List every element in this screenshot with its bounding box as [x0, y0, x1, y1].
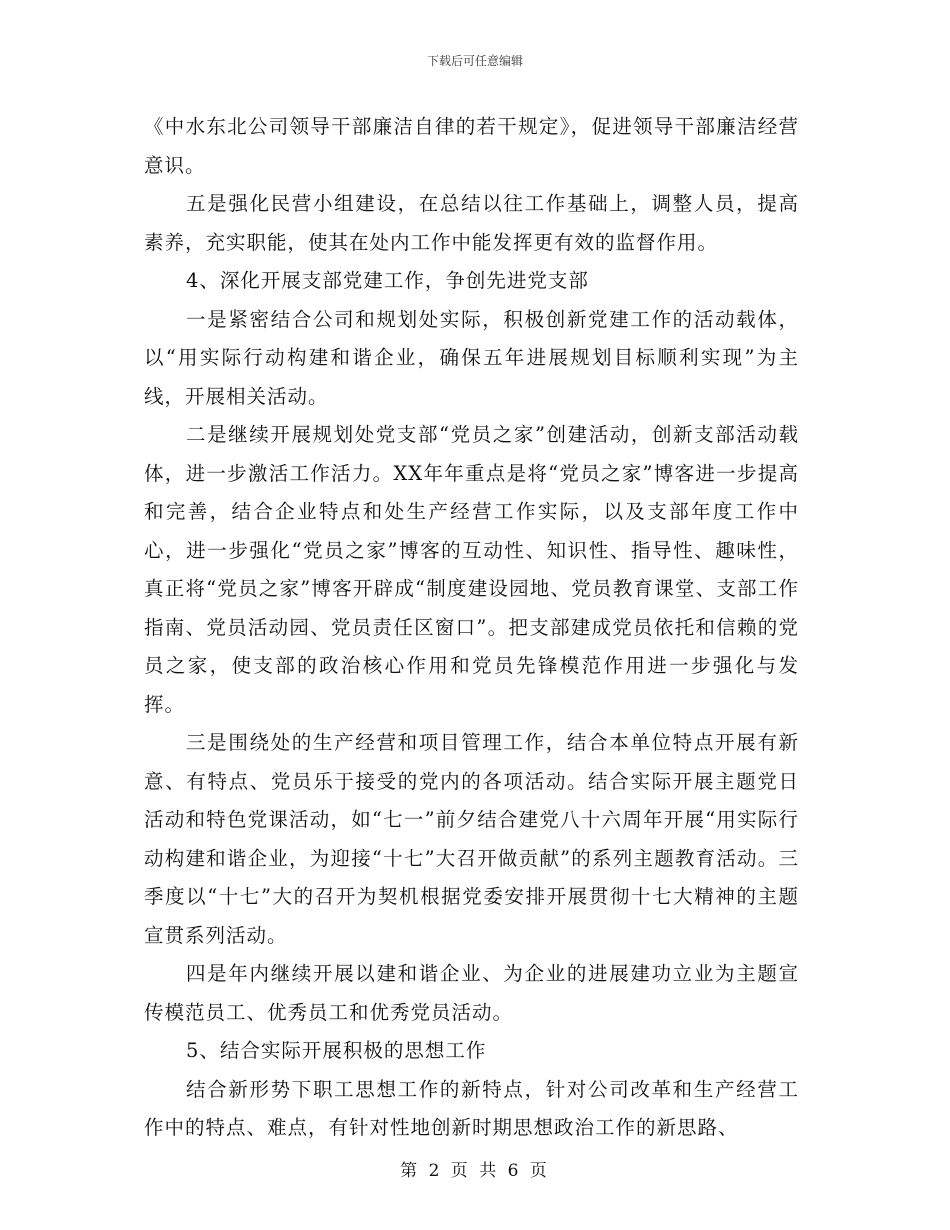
paragraph-item-three: 三是围绕处的生产经营和项目管理工作，结合本单位特点开展有新意、有特点、党员乐于接受的党内的各项活动。结合实际开展主题党日活动和特色党课活动，如“七一”前夕结合建党八十六周年开展“用实际行动构建和谐企业，为迎接“十七”大召开做贡献”的系列主题教育活动。三季度以“十七”大的召开为契机根据党委安排开展贯彻十七大精神的主题宣贯系列活动。: [144, 731, 799, 947]
section-heading-4: 4、深化开展支部党建工作，争创先进党支部: [186, 269, 589, 292]
page-footer: 第 2 页 共 6 页: [400, 1161, 550, 1181]
page-header: 下载后可任意编辑: [426, 54, 523, 68]
paragraph-item-one: 一是紧密结合公司和规划处实际，积极创新党建工作的活动载体，以“用实际行动构建和谐企业，确保五年进展规划目标顺利实现”为主线，开展相关活动。: [144, 307, 799, 408]
paragraph-item-five: 五是强化民营小组建设，在总结以往工作基础上，调整人员，提高素养，充实职能，使其在处内工作中能发挥更有效的监督作用。: [144, 192, 799, 254]
document-body: [144, 108, 799, 1148]
paragraph-intro: 结合新形势下职工思想工作的新特点，针对公司改革和生产经营工作中的特点、难点，有针对性地创新时期思想政治工作的新思路、: [144, 1077, 799, 1139]
section-heading-5: 5、结合实际开展积极的思想工作: [186, 1039, 487, 1062]
paragraph-item-four: 四是年内继续开展以建和谐企业、为企业的进展建功立业为主题宣传模范员工、优秀员工和优秀党员活动。: [144, 962, 799, 1024]
paragraph-continued: 《中水东北公司领导干部廉洁自律的若干规定》，促进领导干部廉洁经营意识。: [144, 115, 799, 177]
paragraph-item-two: 二是继续开展规划处党支部“党员之家”创建活动，创新支部活动载体，进一步激活工作活力。XX年年重点是将“党员之家”博客进一步提高和完善，结合企业特点和处生产经营工作实际，以及支部年度工作中心，进一步强化“党员之家”博客的互动性、知识性、指导性、趣味性，真正将“党员之家”博客开辟成“制度建设园地、党员教育课堂、支部工作指南、党员活动园、党员责任区窗口”。把支部建成党员依托和信赖的党员之家，使支部的政治核心作用和党员先锋模范作用进一步强化与发挥。: [144, 423, 799, 716]
